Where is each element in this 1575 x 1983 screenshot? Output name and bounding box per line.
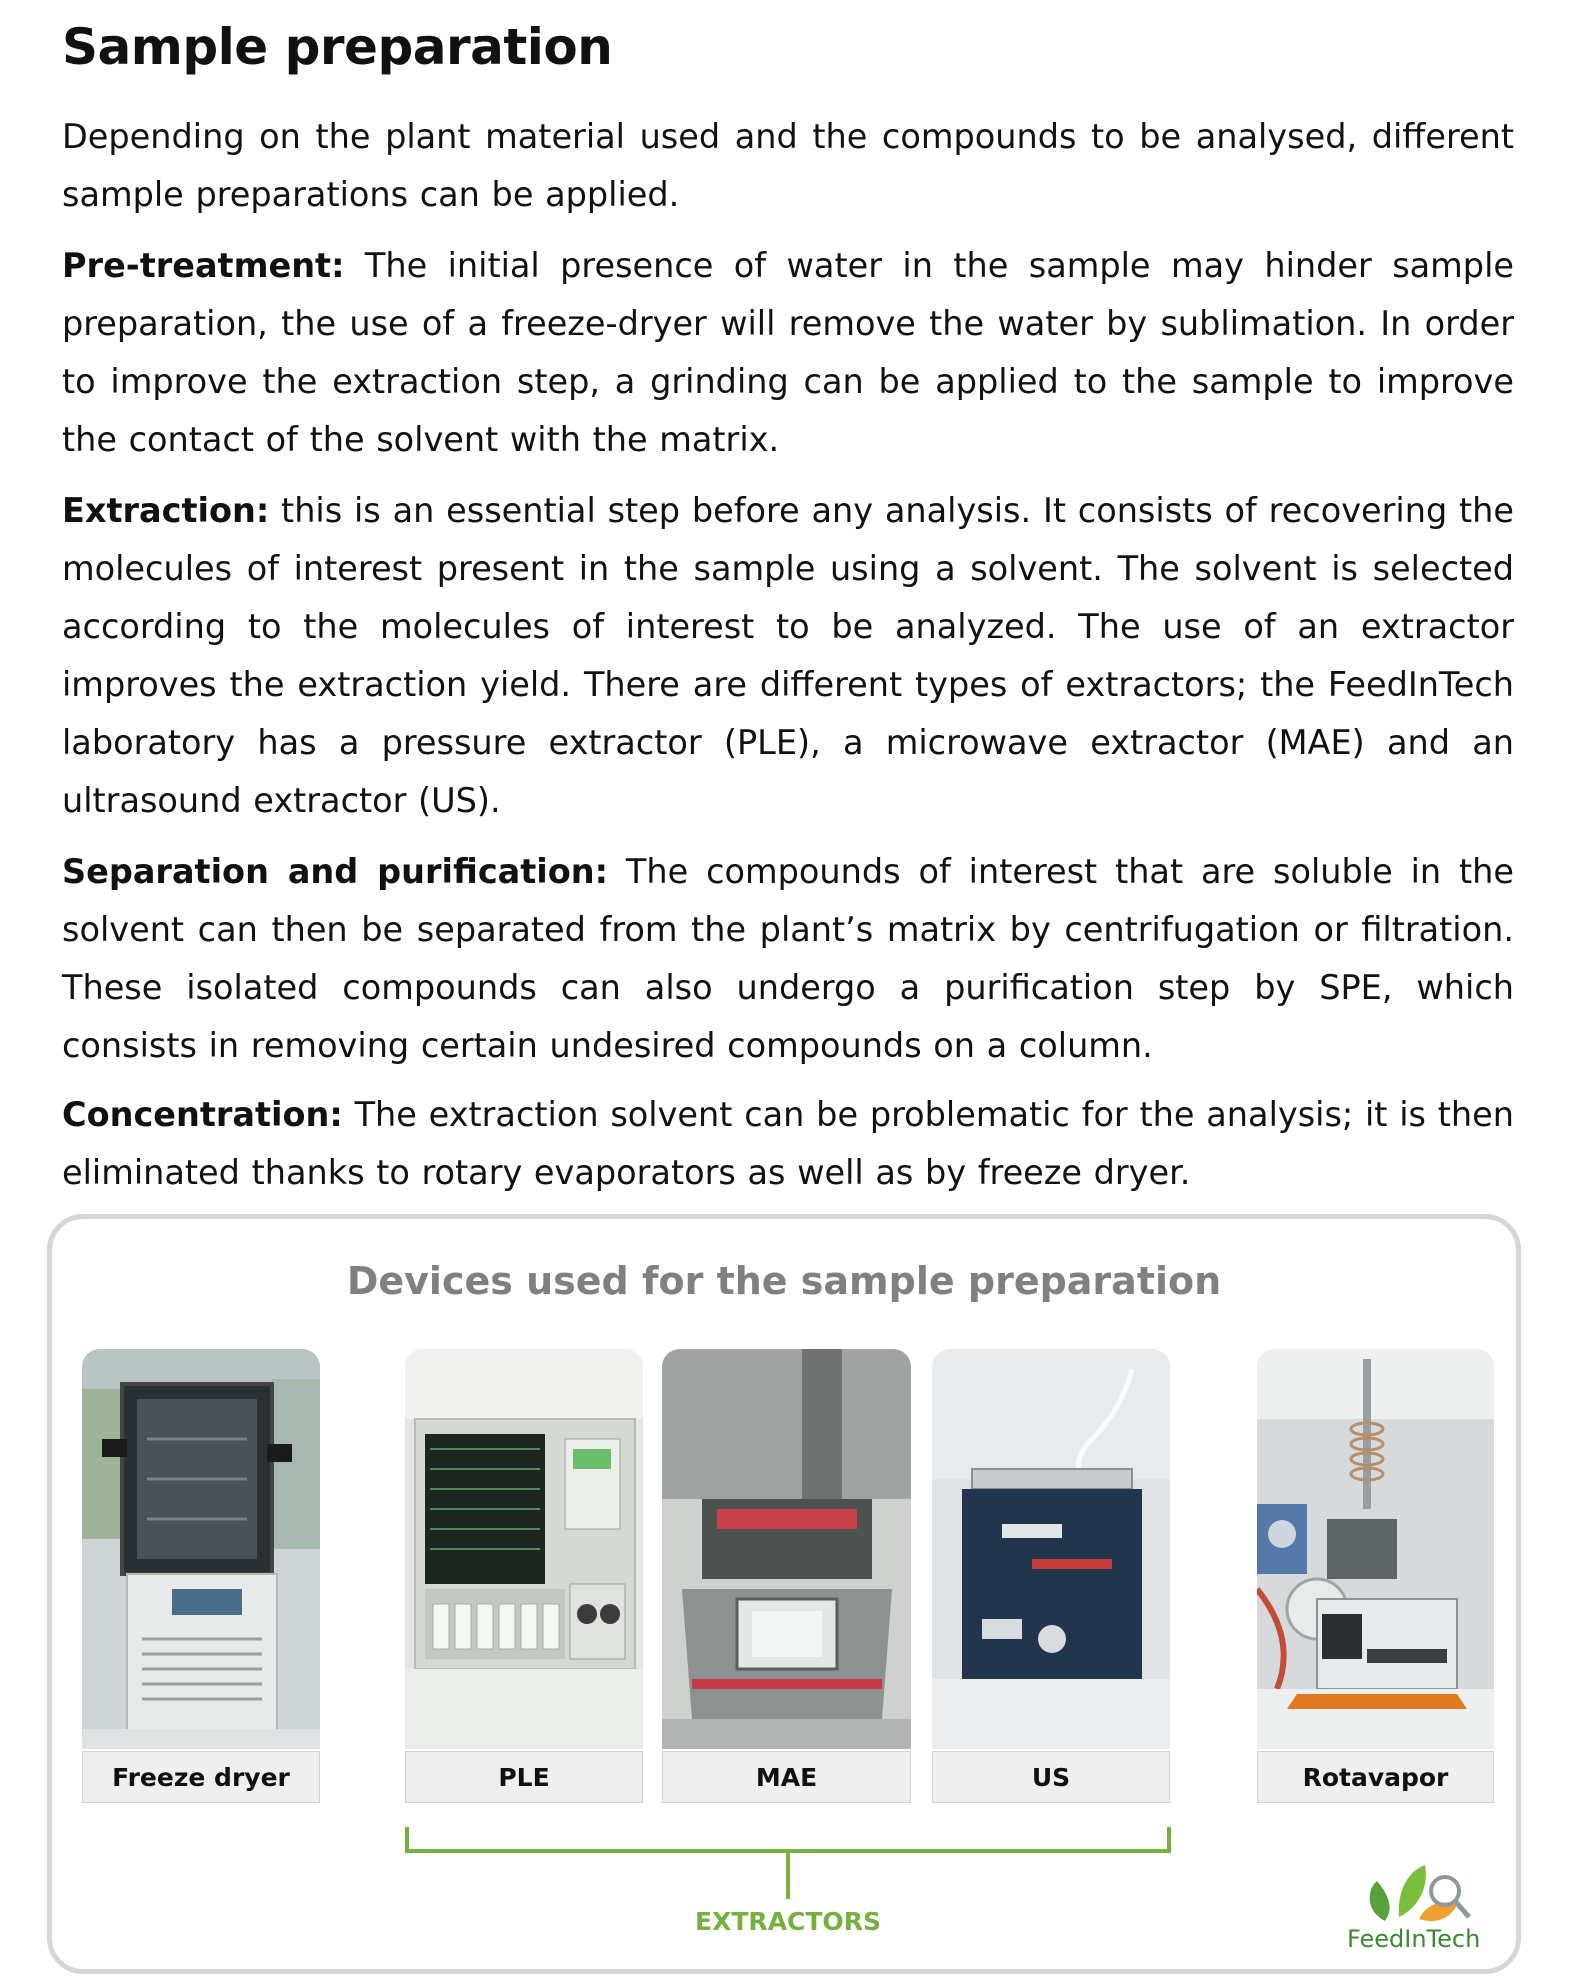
rotavapor-caption: Rotavapor (1257, 1751, 1494, 1803)
device-freeze-dryer (82, 1349, 320, 1803)
separation-paragraph (62, 843, 1514, 1075)
ple-caption: PLE (405, 1751, 643, 1803)
intro-paragraph: Depending on the plant material used and the compounds to be analysed, different sample preparations can be applied. (62, 117, 1514, 214)
device-mae (662, 1349, 911, 1803)
devices-panel (47, 1214, 1521, 1974)
devices-panel-title: Devices used for the sample preparation (346, 1259, 1222, 1303)
extraction-text: this is an essential step before any analysis. It consists of recovering the molecules of interest present in the sample using a solvent. The solvent is selected according to the molecules of interest to be analyzed. The use of an extractor improves the extraction yield. There are different types of extractors; the FeedInTech laboratory has a pressure extractor (PLE), a microwave extractor (MAE) and an ultrasound extractor (US). (62, 491, 1514, 820)
extraction-paragraph (62, 482, 1514, 830)
ple-photo (405, 1349, 643, 1749)
freeze-dryer-caption: Freeze dryer (82, 1751, 320, 1803)
concentration-heading: Concentration: (62, 1095, 343, 1134)
us-photo (932, 1349, 1170, 1749)
extractors-bracket-stem (786, 1853, 790, 1899)
page-title: Sample preparation (62, 18, 613, 76)
pretreatment-paragraph (62, 237, 1514, 469)
mae-photo (662, 1349, 911, 1749)
feedintech-logo (1347, 1859, 1481, 1959)
extractors-label: EXTRACTORS (695, 1907, 881, 1936)
concentration-text: The extraction solvent can be problematic for the analysis; it is then eliminated thanks to rotary evaporators as well as by freeze dryer. (62, 1095, 1514, 1192)
separation-text: The compounds of interest that are soluble in the solvent can then be separated from the plant’s matrix by centrifugation or filtration. These isolated compounds can also undergo a purification step by SPE, which consists in removing certain undesired compounds on a column. (62, 852, 1514, 1065)
rotavapor-photo (1257, 1349, 1494, 1749)
separation-heading: Separation and purification: (62, 852, 609, 891)
concentration-paragraph (62, 1086, 1514, 1202)
feedintech-logo-text: FeedInTech (1347, 1925, 1481, 1953)
extractors-bracket (405, 1827, 1171, 1853)
extraction-heading: Extraction: (62, 491, 270, 530)
mae-caption: MAE (662, 1751, 911, 1803)
us-caption: US (932, 1751, 1170, 1803)
device-rotavapor (1257, 1349, 1494, 1803)
device-us (932, 1349, 1170, 1803)
pretreatment-text: The initial presence of water in the sample may hinder sample preparation, the use of a freeze-dryer will remove the water by sublimation. In order to improve the extraction step, a grinding can be applied to the sample to improve the contact of the solvent with the matrix. (62, 246, 1514, 459)
leaf-logo-icon (1347, 1859, 1477, 1929)
pretreatment-heading: Pre-treatment: (62, 246, 345, 285)
device-ple (405, 1349, 643, 1803)
freeze-dryer-photo (82, 1349, 320, 1749)
